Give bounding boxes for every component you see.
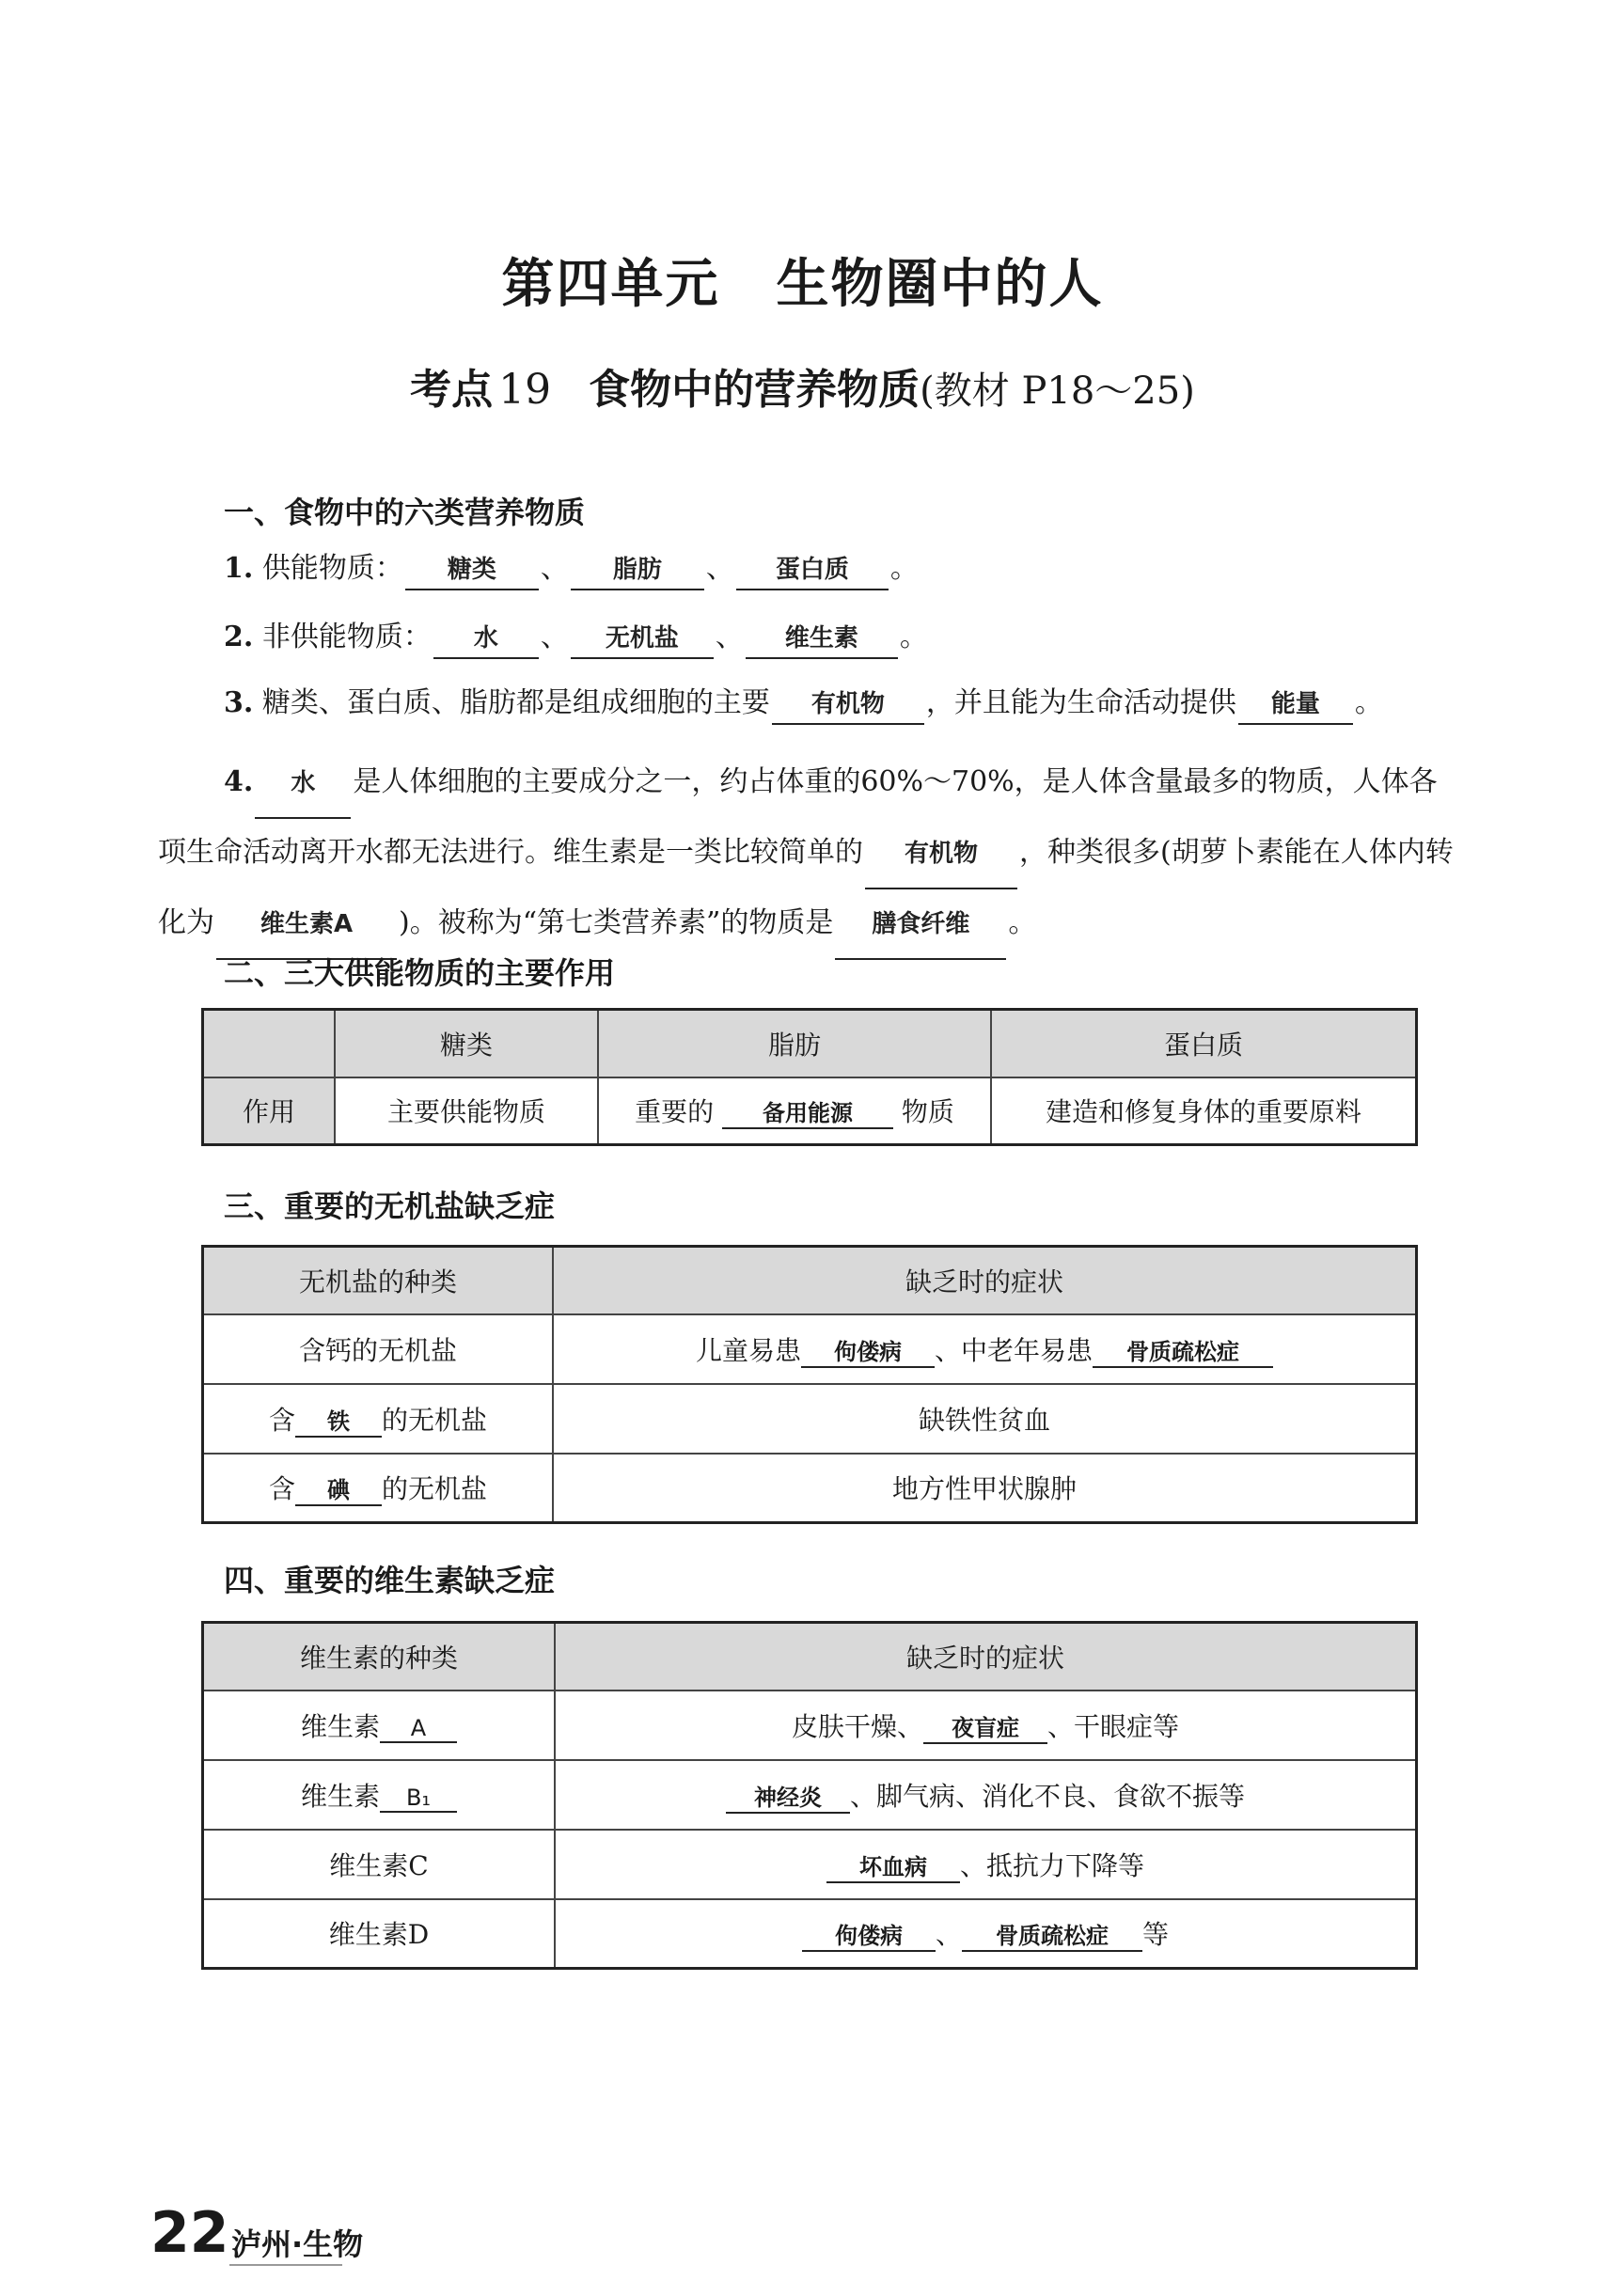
line-text: 非供能物质： xyxy=(261,621,432,653)
cell-text: 的无机盐 xyxy=(382,1473,488,1505)
answer-blank: 有机物 xyxy=(865,820,1017,889)
answer-blank: 水 xyxy=(255,749,351,819)
table-cell xyxy=(203,1454,554,1523)
answer-blank: 脂肪 xyxy=(571,551,704,590)
answer-blank: 无机盐 xyxy=(571,620,714,659)
topic-number: 19 xyxy=(498,366,552,414)
table-row xyxy=(203,1314,1417,1384)
cell-text: 维生素 xyxy=(300,1780,380,1812)
s1-line-2 xyxy=(224,619,928,659)
s1-paragraph-4 xyxy=(158,748,1465,960)
paragraph-text: )。被称为“第七类营养素”的物质是 xyxy=(399,906,834,939)
paragraph-text: 是人体细胞的主要成分之一，约占体重的60%～70%，是人体含量最多的物质，人体各项生命活动离开水都无法进行。维生素是一类比较简单的 xyxy=(158,765,1438,869)
table-cell: 地方性甲状腺肿 xyxy=(553,1454,1417,1523)
punctuation: 。 xyxy=(1008,906,1037,939)
punctuation: 。 xyxy=(889,552,919,585)
energy-nutrients-table xyxy=(201,1008,1418,1146)
table-row xyxy=(203,1899,1417,1969)
section-1-heading: 一、食物中的六类营养物质 xyxy=(224,495,586,530)
line-number: 2. xyxy=(224,621,254,653)
header-cell xyxy=(203,1010,336,1077)
table-header-row xyxy=(203,1623,1417,1691)
table-cell: 含钙的无机盐 xyxy=(203,1314,554,1384)
s1-line-3 xyxy=(224,684,1383,725)
header-cell: 维生素的种类 xyxy=(203,1623,556,1691)
answer-blank: 水 xyxy=(433,620,539,659)
answer-blank: 有机物 xyxy=(772,685,924,725)
answer-blank: 铁 xyxy=(295,1403,382,1438)
separator: 、 xyxy=(540,621,569,653)
topic-source: (教材 P18～25) xyxy=(920,370,1195,413)
cell-text: 、抵抗力下降等 xyxy=(959,1849,1144,1881)
header-cell: 蛋白质 xyxy=(991,1010,1417,1077)
separator: 、 xyxy=(705,552,734,585)
answer-blank: 夜盲症 xyxy=(923,1709,1047,1744)
table-cell: 缺铁性贫血 xyxy=(553,1384,1417,1454)
cell-text: 、中老年易患 xyxy=(935,1334,1094,1366)
separator: 、 xyxy=(540,552,569,585)
minerals-table xyxy=(201,1245,1418,1524)
cell-text: 等 xyxy=(1142,1919,1170,1951)
answer-blank: 膳食纤维 xyxy=(835,890,1006,960)
s1-line-1 xyxy=(224,550,919,590)
answer-blank: 维生素 xyxy=(746,620,898,659)
table-cell: 建造和修复身体的重要原料 xyxy=(991,1077,1417,1145)
table-row xyxy=(203,1384,1417,1454)
cell-text: 含 xyxy=(268,1404,295,1436)
table-cell: 维生素D xyxy=(203,1899,556,1969)
answer-blank: 备用能源 xyxy=(722,1094,893,1129)
answer-blank: 佝偻病 xyxy=(802,1917,936,1952)
topic-name: 食物中的营养物质 xyxy=(589,366,921,414)
answer-blank: 骨质疏松症 xyxy=(1093,1333,1273,1368)
line-text: 糖类、蛋白质、脂肪都是组成细胞的主要 xyxy=(261,686,770,719)
header-cell: 无机盐的种类 xyxy=(203,1247,554,1314)
table-cell xyxy=(555,1760,1417,1830)
page-number: 22 xyxy=(150,2200,229,2266)
table-cell: 维生素C xyxy=(203,1830,556,1899)
table-cell xyxy=(555,1691,1417,1760)
punctuation: 。 xyxy=(899,621,928,653)
line-text: ，并且能为生命活动提供 xyxy=(925,686,1236,719)
header-cell: 糖类 xyxy=(335,1010,598,1077)
answer-blank: B₁ xyxy=(380,1785,457,1813)
unit-title-a: 第四单元 xyxy=(501,254,720,315)
table-cell xyxy=(555,1830,1417,1899)
unit-title-b: 生物圈中的人 xyxy=(776,254,1104,315)
separator: 、 xyxy=(935,1919,962,1951)
book-label: 泸州·生物 xyxy=(231,2226,364,2262)
header-cell: 缺乏时的症状 xyxy=(555,1623,1417,1691)
cell-text: 的无机盐 xyxy=(382,1404,488,1436)
cell-text: 、脚气病、消化不良、食欲不振等 xyxy=(849,1780,1245,1812)
answer-blank: 维生素A xyxy=(216,890,397,960)
table-cell xyxy=(203,1760,556,1830)
separator: 、 xyxy=(715,621,744,653)
answer-blank: 坏血病 xyxy=(826,1848,960,1883)
table-row xyxy=(203,1454,1417,1523)
cell-text: 重要的 xyxy=(635,1096,715,1128)
table-header-row xyxy=(203,1010,1417,1077)
cell-text: 物质 xyxy=(901,1096,954,1128)
section-4-heading: 四、重要的维生素缺乏症 xyxy=(224,1563,556,1598)
answer-blank: 佝偻病 xyxy=(801,1333,935,1368)
table-row xyxy=(203,1760,1417,1830)
answer-blank: 能量 xyxy=(1238,685,1353,725)
section-2-heading: 二、三大供能物质的主要作用 xyxy=(224,955,616,991)
footer-rule xyxy=(229,2264,342,2266)
unit-title xyxy=(0,243,1605,318)
paragraph-text: ，种类很多(胡萝卜素能在人体内转化为 xyxy=(158,836,1454,939)
line-text: 供能物质： xyxy=(261,552,403,585)
topic-title xyxy=(0,355,1605,416)
header-cell: 缺乏时的症状 xyxy=(553,1247,1417,1314)
table-cell xyxy=(553,1314,1417,1384)
table-row xyxy=(203,1830,1417,1899)
table-row xyxy=(203,1077,1417,1145)
table-row xyxy=(203,1691,1417,1760)
cell-text: 皮肤干燥、 xyxy=(791,1710,923,1742)
cell-text: 含 xyxy=(268,1473,295,1505)
table-cell: 主要供能物质 xyxy=(335,1077,598,1145)
punctuation: 。 xyxy=(1354,686,1383,719)
table-cell xyxy=(203,1691,556,1760)
cell-text: 儿童易患 xyxy=(695,1334,801,1366)
cell-text: 维生素 xyxy=(300,1710,380,1742)
table-header-row xyxy=(203,1247,1417,1314)
row-label: 作用 xyxy=(203,1077,336,1145)
answer-blank: 骨质疏松症 xyxy=(962,1917,1142,1952)
header-cell: 脂肪 xyxy=(598,1010,991,1077)
vitamins-table xyxy=(201,1621,1418,1970)
topic-prefix: 考点 xyxy=(410,366,494,414)
answer-blank: 神经炎 xyxy=(726,1779,850,1814)
answer-blank: 糖类 xyxy=(405,551,539,590)
answer-blank: 碘 xyxy=(295,1471,382,1506)
cell-text: 、干眼症等 xyxy=(1047,1710,1180,1742)
line-number: 3. xyxy=(224,686,254,719)
line-number: 4. xyxy=(224,765,254,798)
line-number: 1. xyxy=(224,552,254,585)
table-cell xyxy=(203,1384,554,1454)
section-3-heading: 三、重要的无机盐缺乏症 xyxy=(224,1188,556,1224)
answer-blank: 蛋白质 xyxy=(736,551,889,590)
table-cell xyxy=(598,1077,991,1145)
answer-blank: A xyxy=(380,1715,457,1743)
table-cell xyxy=(555,1899,1417,1969)
